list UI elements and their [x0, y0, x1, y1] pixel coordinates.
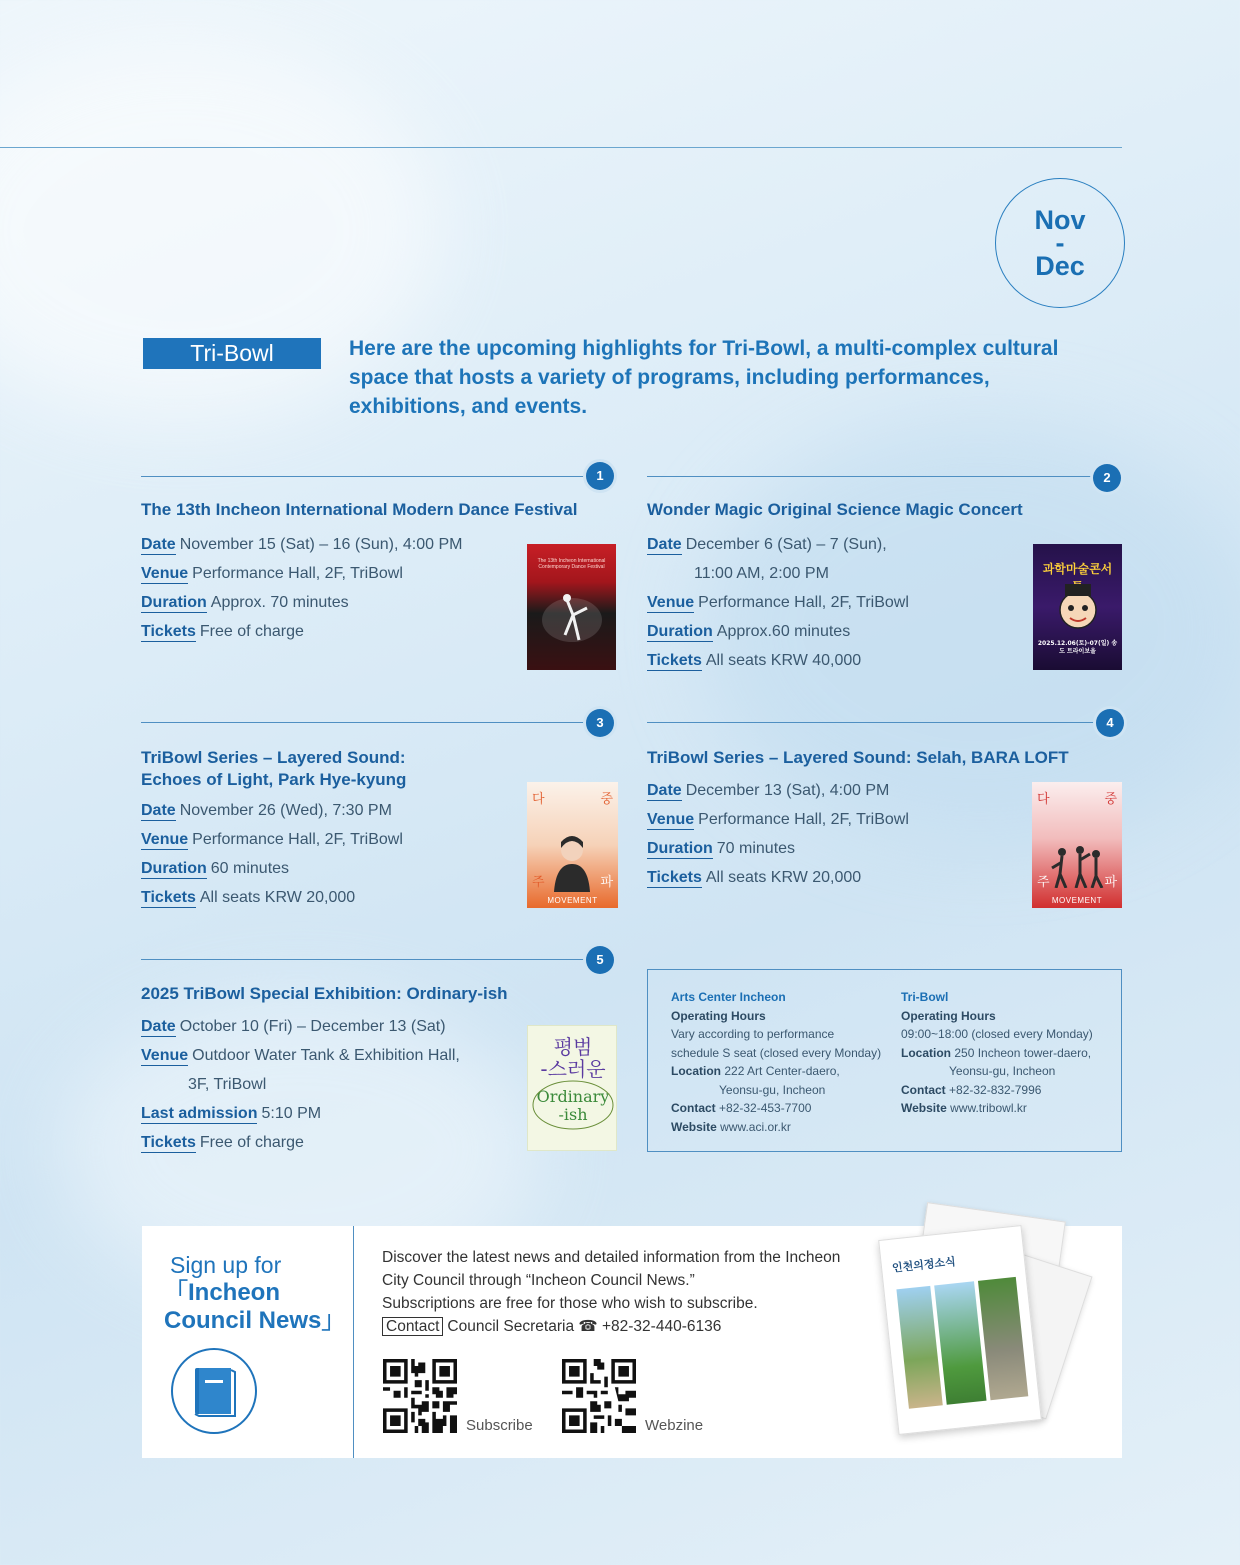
arts-center-info: [671, 988, 881, 1136]
poster-corner-text: 파: [1104, 875, 1117, 890]
event-last-admission-row: [141, 1099, 460, 1128]
magazine-photo: [934, 1281, 986, 1405]
date-label: Date: [141, 802, 176, 819]
book-icon: [169, 1346, 259, 1436]
event-date-row: [647, 530, 909, 559]
event-tickets: All seats KRW 20,000: [705, 869, 862, 886]
qr-label: Webzine: [645, 1417, 704, 1434]
signup-description: [382, 1246, 840, 1338]
date-label: Date: [141, 1018, 176, 1035]
contact-text: Council Secretaria ☎ +82-32-440-6136: [447, 1318, 722, 1335]
event-date-row: [141, 530, 462, 559]
poster-line: -스러운: [540, 1057, 606, 1081]
magazine-cover: [878, 1225, 1042, 1435]
venue-label: Venue: [647, 811, 695, 828]
event-card: [647, 708, 1125, 908]
event-venue-row-cont: [141, 1070, 460, 1099]
website-label: Website: [671, 1119, 717, 1134]
location-line: 222 Art Center-daero,: [724, 1064, 840, 1078]
event-details: [647, 530, 909, 675]
event-divider: [141, 722, 601, 723]
magazine-photo: [978, 1277, 1028, 1400]
poster-corner-text: 중: [1104, 792, 1117, 807]
poster-corner-text: 다: [532, 792, 545, 807]
hours-line: 09:00~18:00 (closed every Monday): [901, 1027, 1093, 1041]
event-card: [647, 462, 1125, 677]
contact-label: Contact: [671, 1101, 716, 1115]
duration-label: Duration: [647, 840, 713, 857]
event-date-row: [647, 776, 909, 805]
tickets-label: Tickets: [141, 623, 196, 640]
event-venue: Performance Hall, 2F, TriBowl: [192, 565, 403, 582]
event-venue: Performance Hall, 2F, TriBowl: [698, 594, 909, 611]
duration-label: Duration: [141, 594, 207, 611]
event-title-line1: TriBowl Series – Layered Sound:: [141, 748, 406, 767]
website-link[interactable]: www.tribowl.kr: [950, 1101, 1027, 1115]
performer-portrait-icon: [552, 834, 592, 892]
event-card: [141, 462, 616, 672]
poster-line: 평범: [553, 1035, 593, 1059]
event-tickets-row: [141, 1128, 460, 1157]
event-venue: Performance Hall, 2F, TriBowl: [192, 831, 403, 848]
event-title: [141, 747, 406, 791]
event-number-badge: 5: [586, 946, 614, 974]
date-label: Date: [647, 782, 682, 799]
event-divider: [141, 959, 601, 960]
info-heading: Arts Center Incheon: [671, 990, 786, 1004]
event-date: October 10 (Fri) – December 13 (Sat): [179, 1018, 446, 1035]
event-divider: [647, 722, 1095, 723]
poster-corner-text: 중: [600, 792, 613, 807]
website-link[interactable]: www.aci.or.kr: [720, 1119, 791, 1134]
signup-lead: Sign up for: [170, 1252, 282, 1278]
poster-subtitle: 2025.12.06(토)-07(일) 송도 트라이보울: [1037, 640, 1118, 655]
tribowl-info: [901, 988, 1093, 1118]
dancers-group-icon: [1050, 844, 1106, 888]
event-details: [141, 1012, 460, 1157]
poster-title-ko: [528, 1036, 617, 1080]
poster-line: Ordinary: [536, 1087, 610, 1106]
event-venue-cont: 3F, TriBowl: [188, 1076, 267, 1093]
event-duration-row: [141, 588, 462, 617]
date-label: Date: [141, 536, 176, 553]
event-tickets-row: [647, 863, 909, 892]
event-tickets: All seats KRW 20,000: [199, 889, 356, 906]
event-number-badge: 4: [1096, 709, 1124, 737]
brand-line: 「Incheon: [164, 1279, 281, 1306]
month-start: Nov: [1034, 204, 1086, 235]
tickets-label: Tickets: [647, 869, 702, 886]
date-label: Date: [647, 536, 682, 553]
signup-divider: [353, 1226, 354, 1458]
month-end: Dec: [1035, 250, 1085, 281]
event-details: [647, 776, 909, 892]
poster-caption: MOVEMENT: [547, 896, 598, 905]
event-duration: 60 minutes: [210, 860, 290, 877]
event-tickets-row: [141, 883, 403, 912]
magazine-title: 인천의정소식: [891, 1255, 957, 1275]
poster-caption: MOVEMENT: [1051, 896, 1103, 905]
event-duration-row: [647, 617, 909, 646]
contact-phone: +82-32-832-7996: [949, 1082, 1042, 1097]
event-date-row: [141, 796, 403, 825]
event-duration-row: [647, 834, 909, 863]
event-details: [141, 796, 403, 912]
event-tickets-row: [141, 617, 462, 646]
event-title: TriBowl Series – Layered Sound: Selah, BARA LOFT: [647, 748, 1069, 767]
poster-corner-text: 다: [1037, 792, 1050, 807]
event-poster-image: [1032, 782, 1122, 908]
duration-label: Duration: [647, 623, 713, 640]
venue-info-box: [647, 969, 1122, 1152]
location-line: Yeonsu-gu, Incheon: [949, 1064, 1056, 1078]
poster-corner-text: 주: [532, 875, 545, 890]
event-date-row: [141, 1012, 460, 1041]
magician-face-icon: [1055, 582, 1101, 636]
event-venue-row: [647, 588, 909, 617]
event-number-badge: 3: [586, 709, 614, 737]
event-date-row-cont: [647, 559, 909, 588]
dancer-figure-icon: [537, 590, 607, 650]
info-heading: Tri-Bowl: [901, 990, 949, 1004]
event-title: 2025 TriBowl Special Exhibition: Ordinary-ish: [141, 984, 508, 1003]
hours-line: schedule S seat (closed every Monday): [671, 1045, 882, 1060]
poster-title: The 13th Incheon International Contemporary Dance Festival: [537, 558, 606, 570]
event-date: November 26 (Wed), 7:30 PM: [179, 802, 392, 819]
event-tickets: Free of charge: [199, 1134, 304, 1151]
qr-label: Subscribe: [466, 1417, 533, 1434]
event-title: Wonder Magic Original Science Magic Concert: [647, 500, 1023, 519]
event-number-badge: 2: [1093, 464, 1121, 492]
venue-label: Venue: [141, 565, 189, 582]
event-details: [141, 530, 462, 646]
event-title: The 13th Incheon International Modern Dance Festival: [141, 500, 578, 519]
tickets-label: Tickets: [647, 652, 702, 669]
event-poster-image: [527, 782, 618, 908]
desc-line: Discover the latest news and detailed information from the Incheon: [382, 1249, 841, 1266]
newsletter-signup-panel: [142, 1226, 1122, 1458]
event-poster-image: [527, 1025, 617, 1151]
poster-corner-text: 파: [600, 875, 613, 890]
event-venue: Outdoor Water Tank & Exhibition Hall,: [192, 1047, 460, 1064]
month-dash: -: [1055, 227, 1065, 258]
subscribe-qr-code[interactable]: [383, 1359, 457, 1433]
desc-line: City Council through “Incheon Council News.”: [382, 1272, 695, 1289]
header-divider: [0, 147, 1122, 148]
venue-label: Venue: [141, 831, 189, 848]
event-date: November 15 (Sat) – 16 (Sun), 4:00 PM: [179, 536, 463, 553]
event-venue-row: [647, 805, 909, 834]
event-poster-image: [1033, 544, 1122, 670]
hours-label: Operating Hours: [901, 1008, 996, 1023]
event-duration: 70 minutes: [716, 840, 796, 857]
event-divider: [647, 476, 1095, 477]
website-label: Website: [901, 1101, 947, 1115]
venue-label: Venue: [647, 594, 695, 611]
hours-line: Vary according to performance: [671, 1027, 835, 1041]
webzine-qr-code[interactable]: [562, 1359, 636, 1433]
event-last-admission: 5:10 PM: [261, 1105, 322, 1122]
poster-corner-text: 주: [1037, 875, 1050, 890]
event-divider: [141, 476, 601, 477]
event-venue-row: [141, 1041, 460, 1070]
event-title-line2: Echoes of Light, Park Hye-kyung: [141, 770, 407, 789]
event-tickets: Free of charge: [199, 623, 304, 640]
hours-label: Operating Hours: [671, 1008, 766, 1023]
poster-title: 과학마술콘서: [1042, 562, 1113, 576]
event-duration-row: [141, 854, 403, 883]
event-venue-row: [141, 559, 462, 588]
event-duration: Approx. 70 minutes: [210, 594, 349, 611]
section-intro: Here are the upcoming highlights for Tri-Bowl, a multi-complex cultural space that hosts a variety of programs, including performances, exhibitions, and events.: [349, 337, 1059, 418]
contact-label: Contact: [901, 1082, 946, 1097]
poster-line: -ish: [558, 1105, 588, 1124]
section-tag: Tri-Bowl: [143, 338, 321, 369]
poster-ornament-icon: [530, 1078, 616, 1132]
last-admission-label: Last admission: [141, 1105, 258, 1122]
event-card: [141, 708, 618, 908]
event-tickets: All seats KRW 40,000: [705, 652, 862, 669]
venue-label: Venue: [141, 1047, 189, 1064]
duration-label: Duration: [141, 860, 207, 877]
event-venue-row: [141, 825, 403, 854]
contact-phone: +82-32-453-7700: [719, 1101, 812, 1115]
location-line: 250 Incheon tower-daero,: [954, 1045, 1092, 1060]
event-date-cont: 11:00 AM, 2:00 PM: [694, 565, 829, 582]
brand-line: Council News」: [164, 1307, 346, 1334]
event-duration: Approx.60 minutes: [716, 623, 851, 640]
event-venue: Performance Hall, 2F, TriBowl: [698, 811, 909, 828]
tickets-label: Tickets: [141, 889, 196, 906]
desc-line: Subscriptions are free for those who wish to subscribe.: [382, 1295, 758, 1312]
signup-brand: [164, 1279, 345, 1335]
location-label: Location: [671, 1064, 721, 1078]
event-poster-image: [527, 544, 616, 670]
contact-tag: Contact: [382, 1317, 443, 1336]
location-label: Location: [901, 1045, 951, 1060]
event-date: December 13 (Sat), 4:00 PM: [685, 782, 890, 799]
location-line: Yeonsu-gu, Incheon: [719, 1082, 826, 1097]
event-date: December 6 (Sat) – 7 (Sun),: [685, 536, 887, 553]
tickets-label: Tickets: [141, 1134, 196, 1151]
event-number-badge: 1: [586, 462, 614, 490]
event-card: [141, 945, 618, 1155]
month-badge: [995, 178, 1125, 308]
event-tickets-row: [647, 646, 909, 675]
